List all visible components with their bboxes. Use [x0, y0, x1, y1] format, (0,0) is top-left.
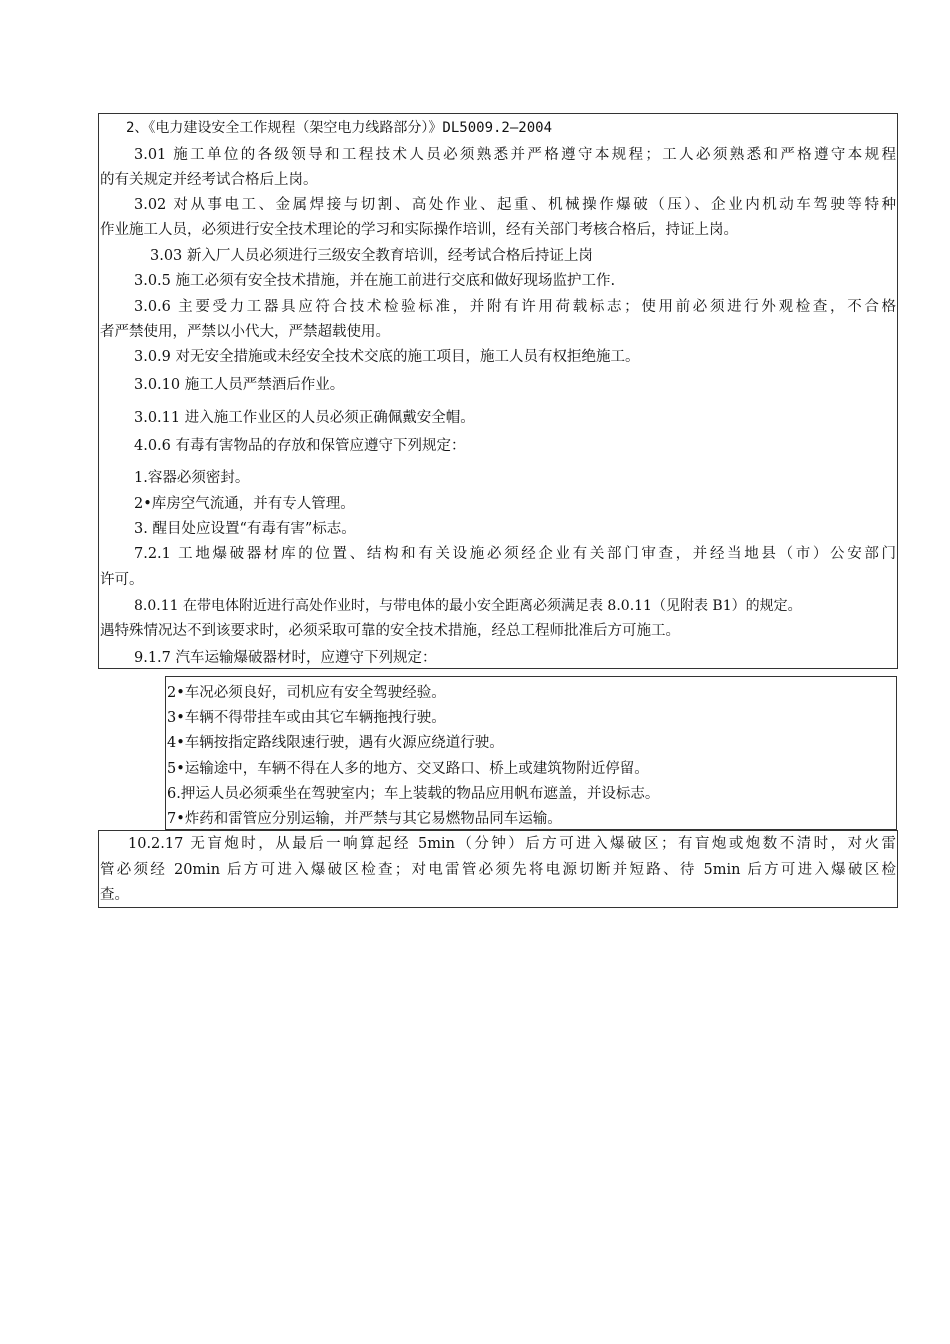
clause-7-2-1-line-2: 许可。	[100, 572, 144, 588]
clause-10-2-17-line-1: 10.2.17 无盲炮时，从最后一响算起经 5min（分钟）后方可进入爆破区；有盲炮或炮数不清时，对火雷	[128, 836, 896, 852]
clause-3-02-line-1: 3.02 对从事电工、金属焊接与切割、高处作业、起重、机械操作爆破（压）、企业内机动车驾驶等特种	[134, 197, 896, 213]
clause-8-0-11-line-1: 8.0.11 在带电体附近进行高处作业时，与带电体的最小安全距离必须满足表 8.0.11（见附表 B1）的规定。	[134, 598, 802, 614]
transport-rule-2: 2•车况必须良好，司机应有安全驾驶经验。	[167, 685, 446, 701]
transport-rule-6: 6.押运人员必须乘坐在驾驶室内；车上装载的物品应用帆布遮盖，并设标志。	[167, 786, 660, 802]
clause-3-0-6-line-2: 者严禁使用，严禁以小代大，严禁超载使用。	[100, 324, 390, 340]
clause-9-1-7: 9.1.7 汽车运输爆破器材时，应遵守下列规定：	[134, 650, 437, 666]
clause-4-0-6: 4.0.6 有毒有害物品的存放和保管应遵守下列规定：	[134, 438, 466, 454]
clause-8-0-11-line-2: 遇特殊情况达不到该要求时，必须采取可靠的安全技术措施，经总工程师批准后方可施工。	[100, 623, 680, 639]
transport-rule-7: 7•炸药和雷管应分别运输，并严禁与其它易燃物品同车运输。	[167, 811, 562, 827]
clause-10-2-17-line-2: 管必须经 20min 后方可进入爆破区检查；对电雷管必须先将电源切断并短路、待 5min 后方可进入爆破区检	[100, 862, 896, 878]
clause-3-01-line-2: 的有关规定并经考试合格后上岗。	[100, 172, 318, 188]
clause-10-2-17-line-3: 查。	[100, 887, 129, 903]
clause-3-0-11: 3.0.11 进入施工作业区的人员必须正确佩戴安全帽。	[134, 410, 475, 426]
transport-rule-5: 5•运输途中，车辆不得在人多的地方、交叉路口、桥上或建筑物附近停留。	[167, 761, 649, 777]
transport-rule-3: 3•车辆不得带挂车或由其它车辆拖拽行驶。	[167, 710, 446, 726]
section-heading: 2、《电力建设安全工作规程（架空电力线路部分）》DL5009.2—2004	[126, 120, 553, 136]
clause-3-01-line-1: 3.01 施工单位的各级领导和工程技术人员必须熟悉并严格遵守本规程；工人必须熟悉和严格遵守本规程	[134, 147, 896, 163]
transport-rule-4: 4•车辆按指定路线限速行驶，遇有火源应绕道行驶。	[167, 735, 504, 751]
clause-3-02-line-2: 作业施工人员，必须进行安全技术理论的学习和实际操作培训，经有关部门考核合格后，持证上岗。	[100, 222, 738, 238]
list-item-1: 1.容器必须密封。	[134, 470, 250, 486]
clause-3-0-6-line-1: 3.0.6 主要受力工器具应符合技术检验标准，并附有许用荷载标志；使用前必须进行外观检查，不合格	[134, 299, 896, 315]
list-item-2: 2•库房空气流通，并有专人管理。	[134, 496, 355, 512]
clause-3-0-10: 3.0.10 施工人员严禁酒后作业。	[134, 377, 345, 393]
clause-3-0-5: 3.0.5 施工必须有安全技术措施，并在施工前进行交底和做好现场监护工作.	[134, 273, 616, 289]
list-item-3: 3. 醒目处应设置“有毒有害”标志。	[134, 521, 356, 537]
clause-3-03: 3.03 新入厂人员必须进行三级安全教育培训，经考试合格后持证上岗	[150, 248, 593, 264]
clause-7-2-1-line-1: 7.2.1 工地爆破器材库的位置、结构和有关设施必须经企业有关部门审查，并经当地县（市）公安部门	[134, 546, 896, 562]
clause-3-0-9: 3.0.9 对无安全措施或未经安全技术交底的施工项目，施工人员有权拒绝施工。	[134, 349, 640, 365]
